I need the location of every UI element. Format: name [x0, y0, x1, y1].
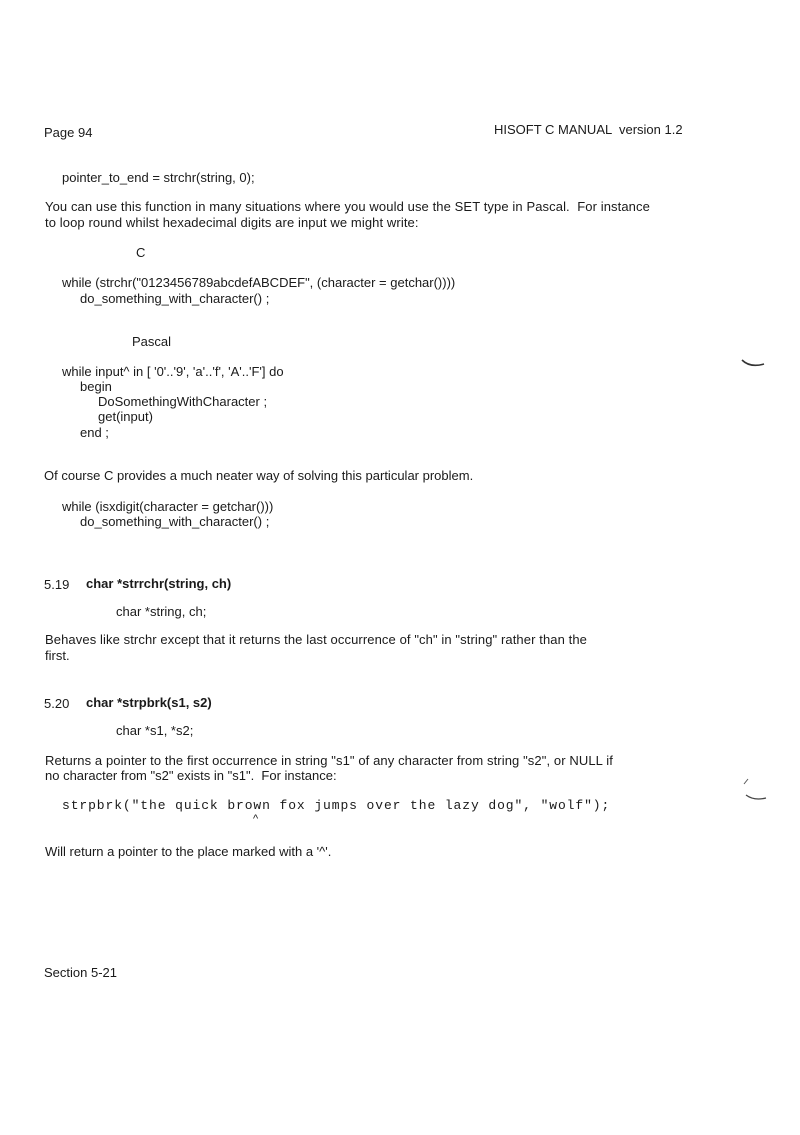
section-520-signature: char *strpbrk(s1, s2) — [86, 695, 212, 710]
section-519-number: 5.19 — [44, 577, 70, 592]
caret-marker: ^ — [253, 813, 259, 825]
section-520-declaration: char *s1, *s2; — [116, 723, 194, 738]
section-520-number: 5.20 — [44, 696, 70, 711]
section-520-desc-line1: Returns a pointer to the first occurrence in string "s1" of any character from string "s2", or NULL if — [45, 753, 613, 768]
pascal-example-line4: get(input) — [98, 409, 153, 424]
section-519-signature: char *strrchr(string, ch) — [86, 576, 232, 591]
pascal-example-line5: end ; — [80, 425, 109, 440]
margin-scan-mark-2 — [742, 776, 752, 786]
margin-scan-mark-3 — [744, 792, 770, 804]
isxdigit-example-line2: do_something_with_character() ; — [80, 514, 270, 529]
pascal-example-line2: begin — [80, 379, 112, 394]
c-example-line1: while (strchr("0123456789abcdefABCDEF", (character = getchar()))) — [62, 275, 456, 290]
neater-paragraph: Of course C provides a much neater way of solving this particular problem. — [44, 468, 474, 483]
strpbrk-result-line: Will return a pointer to the place marked with a '^'. — [45, 844, 332, 859]
section-519-desc-line1: Behaves like strchr except that it returns the last occurrence of "ch" in "string" rather than the — [45, 632, 588, 647]
pascal-example-label: Pascal — [132, 334, 172, 349]
intro-code-line: pointer_to_end = strchr(string, 0); — [62, 170, 255, 185]
section-520-desc-line2: no character from "s2" exists in "s1". For instance: — [45, 768, 337, 783]
manual-title: HISOFT C MANUAL version 1.2 — [494, 122, 683, 137]
strpbrk-example-code: strpbrk("the quick brown fox jumps over the lazy dog", "wolf"); — [62, 798, 611, 813]
c-example-label: C — [136, 245, 146, 260]
set-paragraph-line1: You can use this function in many situations where you would use the SET type in Pascal. For instance — [45, 199, 650, 214]
pascal-example-line3: DoSomethingWithCharacter ; — [98, 394, 268, 409]
pascal-example-line1: while input^ in [ '0'..'9', 'a'..'f', 'A'..'F'] do — [62, 364, 284, 379]
footer-section-label: Section 5-21 — [44, 965, 117, 980]
section-519-declaration: char *string, ch; — [116, 604, 207, 619]
set-paragraph-line2: to loop round whilst hexadecimal digits are input we might write: — [45, 215, 419, 230]
section-519-desc-line2: first. — [45, 648, 70, 663]
margin-scan-mark-1 — [740, 356, 768, 372]
c-example-line2: do_something_with_character() ; — [80, 291, 270, 306]
isxdigit-example-line1: while (isxdigit(character = getchar())) — [62, 499, 274, 514]
page-number: Page 94 — [44, 125, 93, 140]
